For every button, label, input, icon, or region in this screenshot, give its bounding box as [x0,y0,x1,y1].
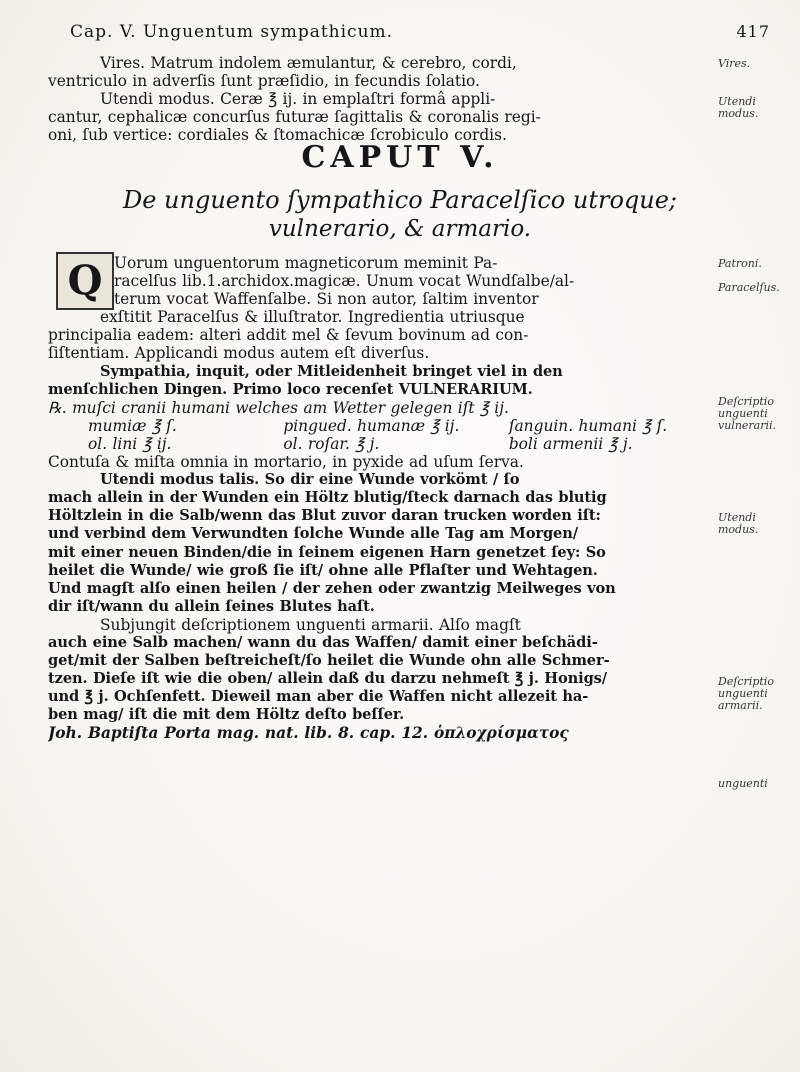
recipe-item: ol. lini ℥ ij. [88,434,172,453]
armarium-line: tzen. Dieſe iſt wie die oben/ allein daß du darzu nehmeſt ℥ j. Honigs/ [48,670,608,688]
margin-note-descriptio-vulnerarii: Deſcriptio unguenti vulnerarii. [718,395,777,432]
chapter-title: CAPUT V. [301,140,499,175]
body-line: Sympathia, inquit, oder Mitleidenheit bringet viel in den [100,362,563,380]
recipe-row [48,417,716,435]
german-line: Höltzlein in die Salb/wenn das Blut zuvor daran trucken worden iſt: [48,507,601,525]
page-number: 417 [736,22,770,41]
german-line: heilet die Wunde/ wie groß ſie iſt/ ohne alle Pflaſter und Wehtagen. [48,561,598,579]
recipe-item: pingued. humanæ ℥ ij. [283,416,460,435]
body-line: exſtitit Paracelſus & illuſtrator. Ingredientia utriusque [100,308,525,327]
armarium-line: get/mit der Salben beſtreicheſt/ſo heilet die Wunde ohn alle Schmer- [48,652,610,670]
running-header [70,22,770,42]
german-line: mach allein in der Wunden ein Höltz blutig/ſteck darnach das blutig [48,489,607,507]
armarium-line: ben mag/ iſt die mit dem Höltz deſto beſſer. [48,706,405,724]
intro-line: oni, ſub vertice: cordiales & ſtomachicæ ſcrobiculo cordis. [48,126,507,145]
german-line: und verbind dem Verwundten ſolche Wunde alle Tag am Morgen/ [48,525,578,543]
body-line: Contuſa & miſta omnia in mortario, in pyxide ad uſum ſerva. [48,453,524,472]
german-line: Utendi modus talis. So dir eine Wunde vorkömt / ſo [100,471,520,489]
main-body [48,254,716,743]
body-line: terum vocat Waffenſalbe. Si non autor, ſaltim inventor [114,290,539,309]
recipe-item: ſanguin. humani ℥ ſ. [508,416,668,435]
chapter-subtitle-line-2: vulnerario, & armario. [268,216,532,242]
margin-note-vires: Vires. [718,57,751,70]
recipe-item: ol. roſar. ℥ j. [283,434,380,453]
intro-line: Vires. Matrum indolem æmulantur, & cerebro, cordi, [100,54,517,72]
margin-note-descriptio-armarii: Deſcriptio unguenti armarii. [718,675,774,712]
body-line: principalia eadem: alteri addit mel & ſevum bovinum ad con- [48,326,529,345]
armarium-line: Subjungit deſcriptionem unguenti armarii. Alſo magſt [100,615,521,634]
recipe-item: ℞. muſci cranii humani welches am Wetter gelegen iſt ℥ ij. [48,398,509,417]
margin-note-utendi: Utendi modus. [718,95,759,120]
body-line: racelſus lib.1.archidox.magicæ. Unum vocat Wundſalbe/al- [114,272,575,291]
margin-note-patroni: Patroni. [718,257,762,270]
intro-line: ventriculo in adverſis ſunt præſidio, in fecundis ſolatio. [48,72,480,91]
recipe-item: boli armenii ℥ j. [508,434,633,453]
german-line: Und magſt alſo einen heilen / der zehen oder zwantzig Meilweges von [48,579,616,597]
body-line: menſchlichen Dingen. Primo loco recenſet VULNERARIUM. [48,380,533,398]
german-line: dir iſt/wann du allein ſeines Blutes haſt. [48,597,375,615]
body-line: Uorum unguentorum magneticorum meminit Pa- [114,254,498,272]
recipe-item: mumiæ ℥ ſ. [88,416,177,435]
chapter-subtitle-line-1: De unguento ſympathico Paracelſico utroque; [122,186,678,214]
recipe-row [48,435,716,453]
intro-line: cantur, cephalicæ concurſus futuræ ſagittalis & coronalis regi- [48,108,541,127]
recipe-row [48,399,716,417]
german-line: mit einer neuen Binden/die in ſeinem eigenen Harn genetzet ſey: So [48,543,606,561]
body-line: ſiſtentiam. Applicandi modus autem eſt diverſus. [48,344,430,363]
reference-line: Joh. Baptiſta Porta mag. nat. lib. 8. cap. 12. ὁπλοχρίσματος [48,724,569,743]
armarium-line: auch eine Salb machen/ wann du das Waffen/ damit einer beſchädi- [48,633,598,651]
intro-block [48,54,716,144]
armarium-line: und ℥ j. Ochſenfett. Dieweil man aber die Waffen nicht allezeit ha- [48,688,589,706]
margin-note-paracelsus: Paracelſus. [718,281,780,294]
intro-line: Utendi modus. Ceræ ℥ ij. in emplaſtri formâ appli- [100,90,496,109]
margin-note-bottom: unguenti [718,777,768,790]
margin-note-utendi-modus: Utendi modus. [718,511,759,536]
drop-cap-ornament: Q [56,252,114,310]
running-head-text: Cap. V. Unguentum sympathicum. [70,22,394,42]
